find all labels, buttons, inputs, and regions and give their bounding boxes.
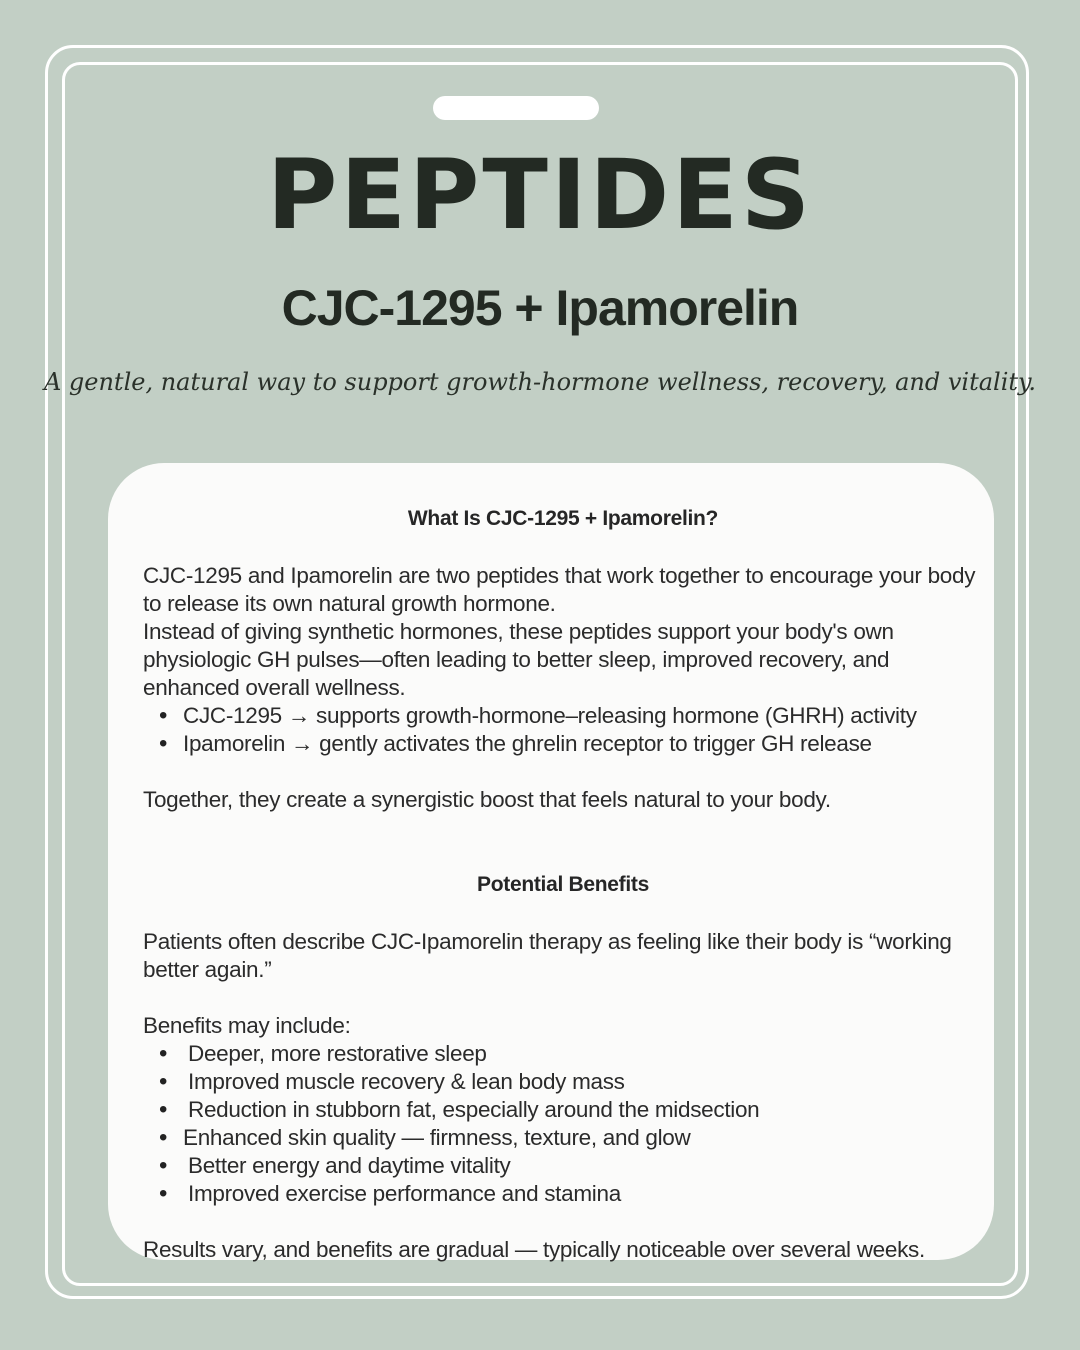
list-item: • Improved exercise performance and stamina [183,1180,983,1208]
page-subtitle: CJC-1295 + Ipamorelin [281,280,799,336]
list-item: • Improved muscle recovery & lean body mass [183,1068,983,1096]
list-item: • Better energy and daytime vitality [183,1152,983,1180]
what-paragraph-1: CJC-1295 and Ipamorelin are two peptides that work together to encourage your body to release its own natural growth hormone. [143,563,976,616]
benefits-list [143,1040,983,1208]
list-item: • CJC-1295 → supports growth-hormone–releasing hormone (GHRH) activity [183,702,983,730]
list-item: • Deeper, more restorative sleep [183,1040,983,1068]
what-paragraph-2: Instead of giving synthetic hormones, these peptides support your body's own physiologic GH pulses—often leading to better sleep, improved recovery, and enhanced overall wellness. [143,619,894,700]
tagline: A gentle, natural way to support growth-hormone wellness, recovery, and vitality. [43,368,1037,396]
section-heading-benefits: Potential Benefits [477,873,649,896]
page-title: PEPTIDES [267,139,813,251]
benefits-footer: Results vary, and benefits are gradual — typically noticeable over several weeks. [143,1237,925,1262]
content-body [143,504,983,1264]
section-heading-what: What Is CJC-1295 + Ipamorelin? [407,507,719,530]
list-item: • Reduction in stubborn fat, especially around the midsection [183,1096,983,1124]
hanger-tab [433,96,599,120]
what-bullet-list [143,702,983,758]
benefits-intro: Patients often describe CJC-Ipamorelin therapy as feeling like their body is “working better again.” [143,929,952,982]
benefits-list-intro: Benefits may include: [143,1013,351,1038]
what-closing: Together, they create a synergistic boost that feels natural to your body. [143,787,831,812]
list-item: • Enhanced skin quality — firmness, texture, and glow [183,1124,983,1152]
list-item: • Ipamorelin → gently activates the ghrelin receptor to trigger GH release [183,730,983,758]
